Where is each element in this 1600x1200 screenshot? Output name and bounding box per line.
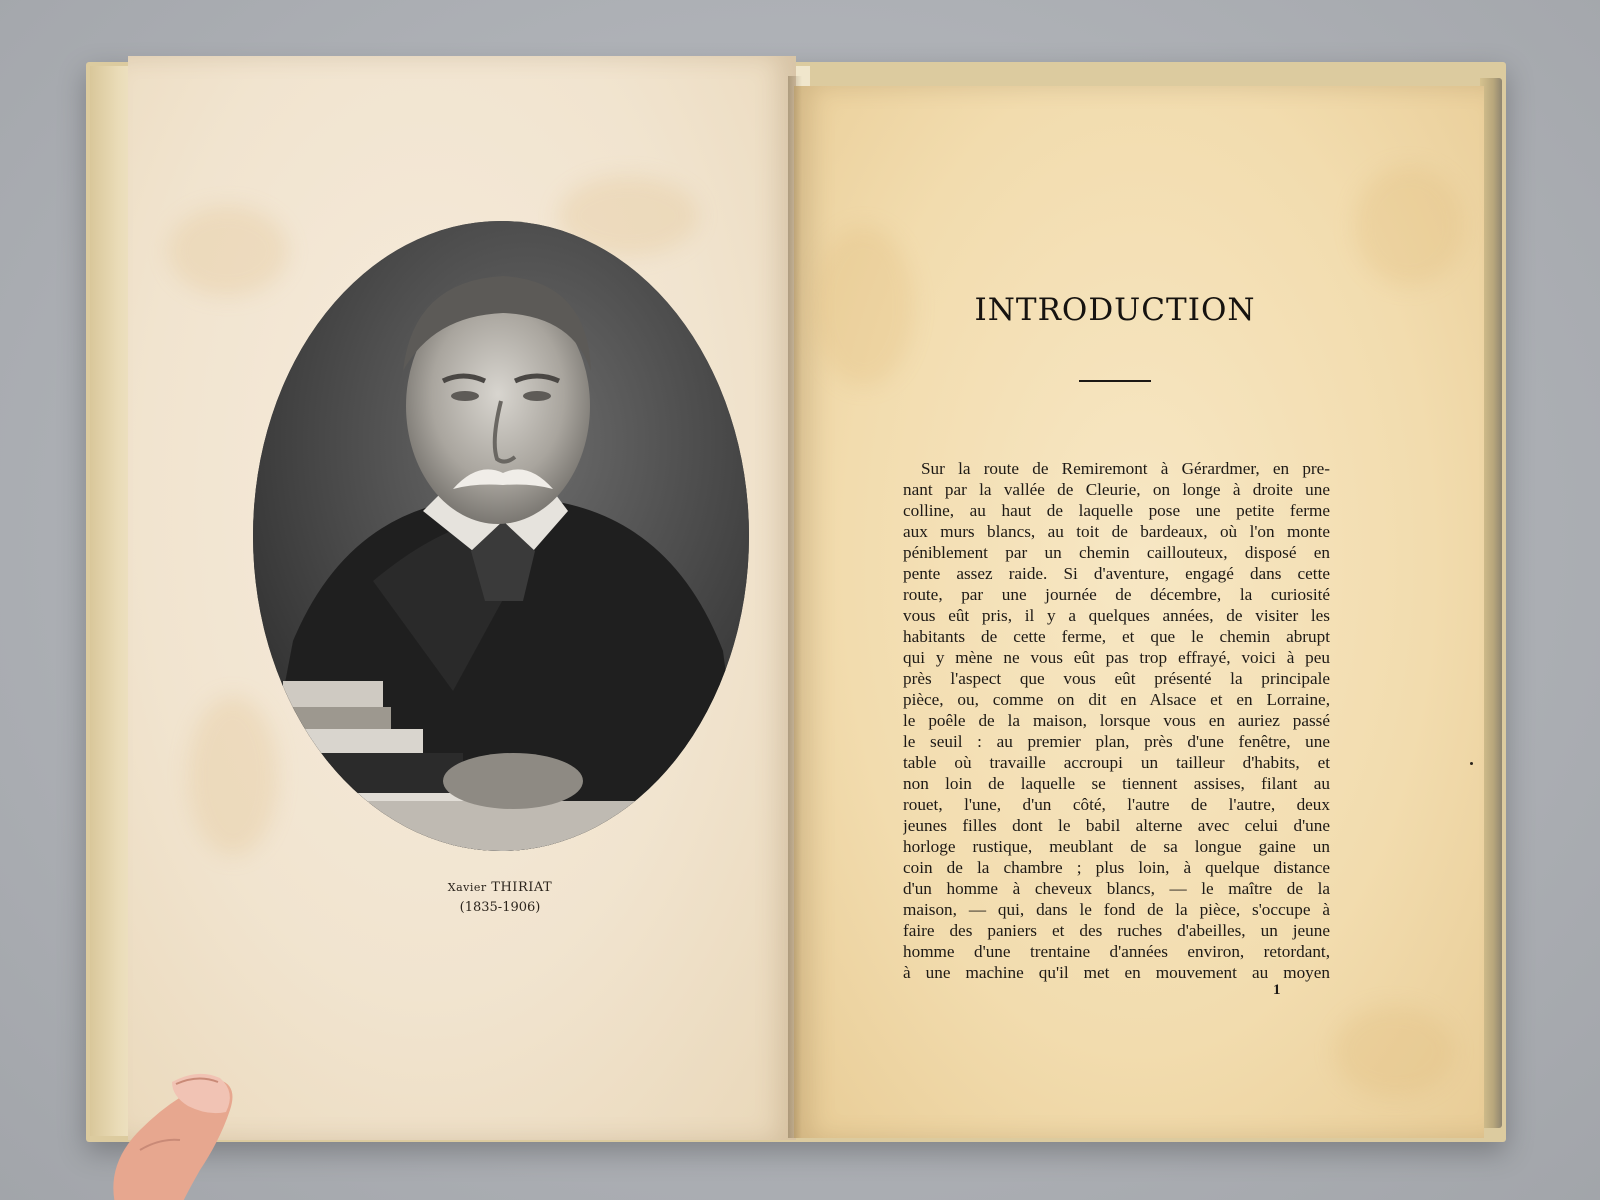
paper-stain: [1354, 166, 1464, 286]
text-line: jeunes filles dont le babil alterne avec celui d'une: [903, 816, 1330, 835]
introduction-text: [903, 458, 1330, 983]
text-line: qui y mène ne vous eût pas trop effrayé, voici à peu: [903, 648, 1330, 667]
text-line: près l'aspect que vous eût présenté la principale: [903, 669, 1330, 688]
text-line: à une machine qu'il met en mouvement au moyen: [903, 963, 1330, 982]
text-line: maison, — qui, dans le fond de la pièce, s'occupe à: [903, 900, 1330, 919]
text-line: horloge rustique, meublant de sa longue gaine un: [903, 837, 1330, 856]
ink-speck: [1470, 762, 1473, 765]
text-line: péniblement par un chemin caillouteux, disposé en: [903, 543, 1330, 562]
chapter-heading: INTRODUCTION: [974, 292, 1256, 328]
paper-stain: [1334, 1006, 1454, 1096]
text-line: route, par une journée de décembre, la curiosité: [903, 585, 1330, 604]
portrait-photograph: [253, 221, 749, 851]
text-line: pente assez raide. Si d'aventure, engagé dans cette: [903, 564, 1330, 583]
text-line: pièce, ou, comme on dit en Alsace et en Lorraine,: [903, 690, 1330, 709]
text-line: le seuil : au premier plan, près d'une fenêtre, une: [903, 732, 1330, 751]
caption-surname: THIRIAT: [491, 880, 553, 895]
paper-stain: [168, 206, 288, 296]
portrait-caption-name: [380, 880, 620, 895]
paper-stain: [814, 226, 914, 386]
finger-holding-page: [80, 1020, 240, 1200]
text-line: table où travaille accroupi un tailleur d'habits, et: [903, 753, 1330, 772]
text-line: vous eût pris, il y a quelques années, de visiter les: [903, 606, 1330, 625]
text-line: Sur la route de Remiremont à Gérardmer, en pre-: [921, 459, 1330, 478]
text-line: nant par la vallée de Cleurie, on longe à droite une: [903, 480, 1330, 499]
text-line: faire des paniers et des ruches d'abeilles, un jeune: [903, 921, 1330, 940]
text-line: coin de la chambre ; plus loin, à quelque distance: [903, 858, 1330, 877]
text-line: habitants de cette ferme, et que le chemin abrupt: [903, 627, 1330, 646]
text-line: homme d'une trentaine d'années environ, retordant,: [903, 942, 1330, 961]
text-line: le poêle de la maison, lorsque vous en auriez passé: [903, 711, 1330, 730]
text-line: d'un homme à cheveux blancs, — le maître de la: [903, 879, 1330, 898]
text-line: colline, au haut de laquelle pose une petite ferme: [903, 501, 1330, 520]
page-number: 1: [1273, 982, 1281, 998]
caption-first-name: Xavier: [447, 881, 487, 894]
text-line: aux murs blancs, au toit de bardeaux, où l'on monte: [903, 522, 1330, 541]
portrait-caption-dates: (1835-1906): [459, 900, 541, 915]
portrait-illustration: [253, 221, 749, 851]
text-line: non loin de laquelle se tiennent assises, filant au: [903, 774, 1330, 793]
heading-rule: [1079, 380, 1151, 382]
paper-stain: [188, 696, 278, 856]
book-gutter: [788, 76, 802, 1138]
text-line: rouet, l'une, d'un côté, l'autre de l'autre, deux: [903, 795, 1330, 814]
